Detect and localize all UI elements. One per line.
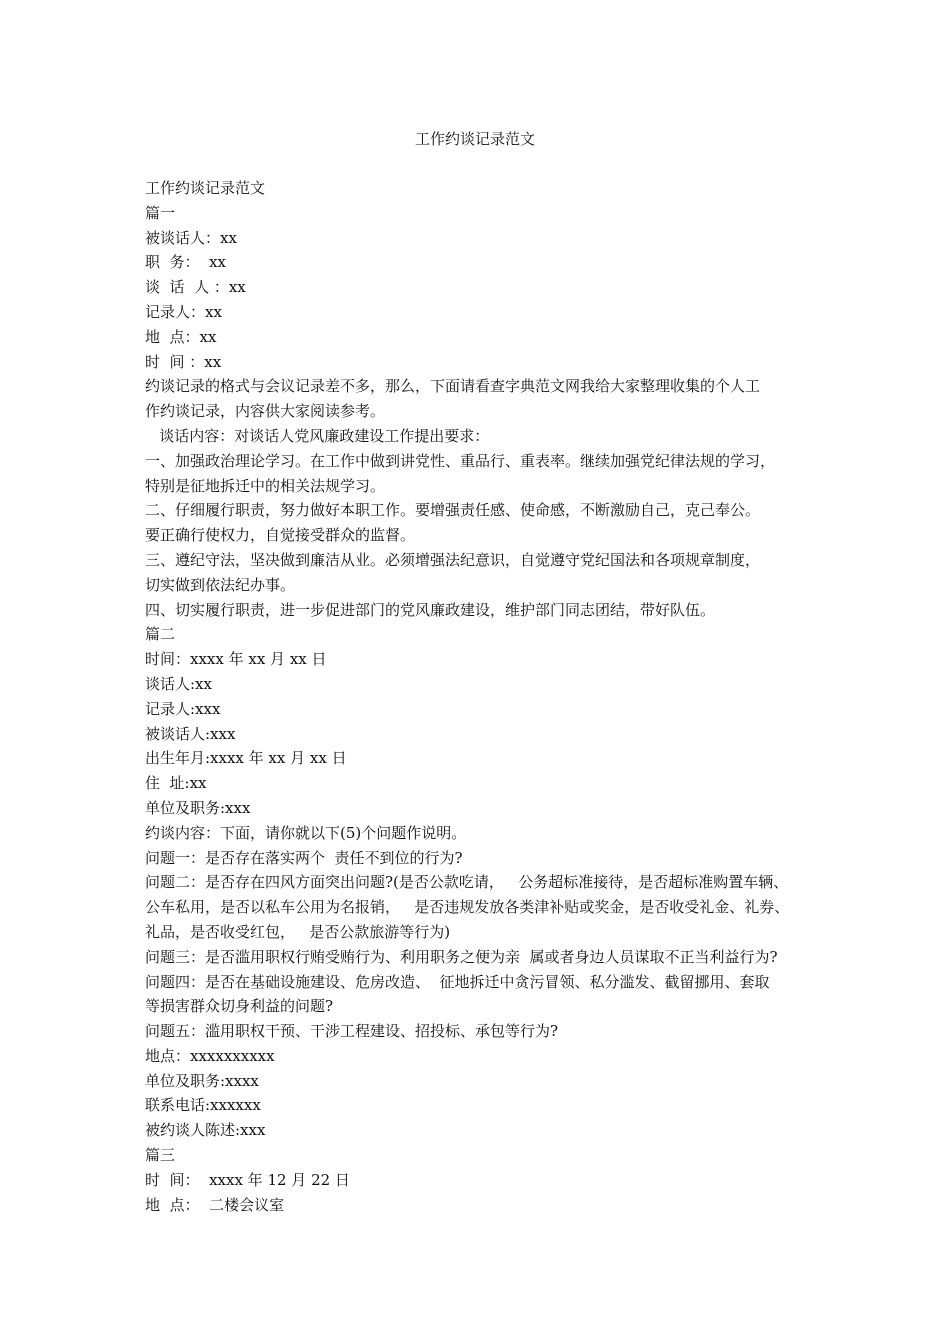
text-line: 记录人:xxx: [145, 699, 221, 718]
text-line: 职 务： xx: [145, 253, 226, 272]
text-line: 礼品，是否收受红包， 是否公款旅游等行为): [145, 922, 451, 941]
text-line: 谈话人:xx: [145, 674, 212, 693]
text-line: 记录人：xx: [145, 302, 222, 321]
text-line: 一、加强政治理论学习。在工作中做到讲党性、重品行、重表率。继续加强党纪律法规的学习，: [145, 451, 776, 470]
text-line: 被谈话人：xx: [145, 228, 237, 247]
text-line: 要正确行使权力，自觉接受群众的监督。: [145, 526, 416, 545]
document-title: 工作约谈记录范文: [414, 130, 535, 148]
text-line: 问题四：是否在基础设施建设、危房改造、 征地拆迁中贪污冒领、私分滥发、截留挪用、套取: [145, 972, 770, 991]
text-line: 工作约谈记录范文: [145, 179, 266, 197]
text-line: 特别是征地拆迁中的相关法规学习。: [145, 476, 386, 495]
text-line: 等损害群众切身利益的问题?: [145, 997, 334, 1016]
text-line: 被约谈人陈述:xxx: [145, 1121, 266, 1140]
text-line: 地 点： 二楼会议室: [145, 1195, 285, 1214]
text-line: 公车私用，是否以私车公用为名报销， 是否违规发放各类津补贴或奖金，是否收受礼金、礼券、: [145, 898, 790, 917]
text-line: 时间：xxxx 年 xx 月 xx 日: [145, 650, 327, 669]
text-line: 三、遵纪守法，坚决做到廉洁从业。必须增强法纪意识，自觉遵守党纪国法和各项规章制度，: [145, 550, 761, 569]
text-line: 篇二: [145, 625, 176, 644]
text-line: 地点：xxxxxxxxxx: [145, 1046, 275, 1065]
text-line: 问题三：是否滥用职权行贿受贿行为、利用职务之便为亲 属或者身边人员谋取不正当利益行为?: [145, 947, 778, 966]
text-line: 四、切实履行职责，进一步促进部门的党风廉政建设，维护部门同志团结，带好队伍。: [145, 600, 716, 619]
text-line: 切实做到依法纪办事。: [145, 575, 296, 594]
text-line: 作约谈记录，内容供大家阅读参考。: [145, 402, 386, 421]
text-line: 问题一：是否存在落实两个 责任不到位的行为?: [145, 848, 463, 867]
text-line: 约谈记录的格式与会议记录差不多，那么，下面请看查字典范文网我给大家整理收集的个人工: [145, 377, 761, 396]
text-line: 问题五：滥用职权干预、干涉工程建设、招投标、承包等行为?: [145, 1022, 559, 1041]
text-line: 时 间 ：xx: [145, 352, 222, 371]
text-line: 单位及职务:xxxx: [145, 1071, 259, 1090]
text-line: 单位及职务:xxx: [145, 798, 251, 817]
text-line: 时 间： xxxx 年 12 月 22 日: [145, 1170, 350, 1189]
text-line: 问题二：是否存在四风方面突出问题?(是否公款吃请， 公务超标准接待，是否超标准购置车辆、: [145, 873, 789, 892]
text-line: 住 址:xx: [145, 774, 207, 793]
text-line: 谈 话 人 ：xx: [145, 278, 246, 297]
document-body: [145, 176, 825, 1217]
text-line: 二、仔细履行职责，努力做好本职工作。要增强责任感、使命感，不断激励自己，克己奉公。: [145, 501, 761, 520]
text-line: 地 点：xx: [145, 327, 217, 346]
text-line: 被谈话人:xxx: [145, 724, 236, 743]
text-line: 篇三: [145, 1146, 176, 1165]
text-line: 篇一: [145, 203, 176, 222]
text-line: 出生年月:xxxx 年 xx 月 xx 日: [145, 749, 347, 768]
text-line: 联系电话:xxxxxx: [145, 1096, 261, 1115]
text-line: 约谈内容：下面，请你就以下(5)个问题作说明。: [145, 823, 467, 842]
text-line: 谈话内容：对谈话人党风廉政建设工作提出要求：: [145, 426, 490, 445]
